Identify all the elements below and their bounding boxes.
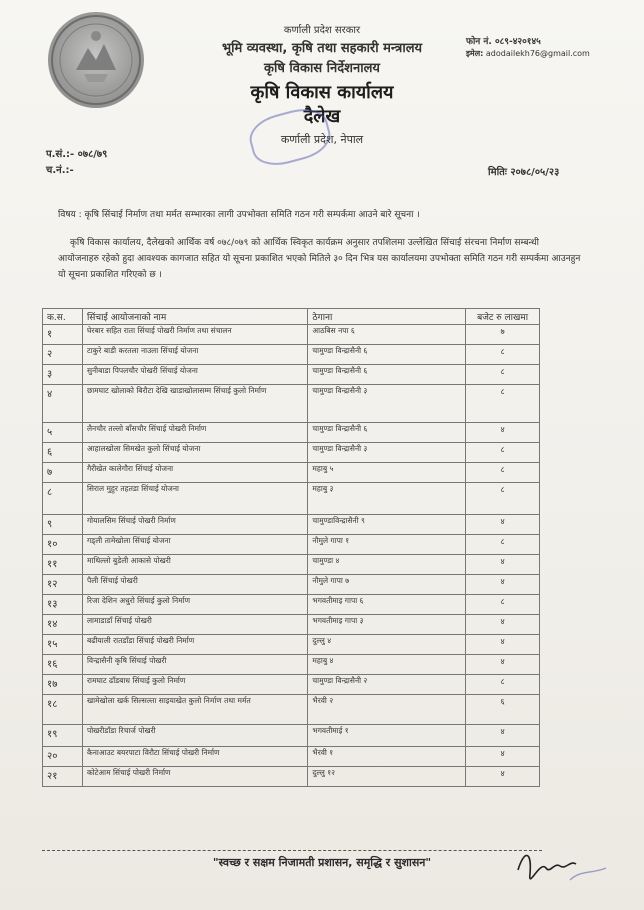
header-directorate: कृषि विकास निर्देशनालय	[264, 61, 380, 76]
table-row	[43, 483, 540, 515]
cell-loc: महाबु ४	[308, 655, 466, 675]
cell-name: रिजा देशिन अधुरो सिंचाई कुलो निर्माण	[82, 595, 307, 615]
cell-sn: ९	[43, 515, 83, 535]
cell-sn: ११	[43, 555, 83, 575]
cell-budget: ८	[466, 535, 540, 555]
cell-sn: ५	[43, 423, 83, 443]
cell-loc: भगवतीमाई १	[308, 725, 466, 747]
cell-sn: १४	[43, 615, 83, 635]
cell-sn: ४	[43, 385, 83, 423]
subject-line: विषय : कृषि सिंचाई निर्माण तथा मर्मत सम्भारका लागी उपभोक्ता समिति गठन गरी सम्पर्कमा आउने बारे सूचना ।	[58, 210, 420, 220]
cell-name: गोयालसिम सिंचाई पोखरी निर्माण	[82, 515, 307, 535]
cell-budget: ४	[466, 615, 540, 635]
cell-loc: चामुण्डा विन्द्रासैनी ६	[308, 345, 466, 365]
cell-sn: १३	[43, 595, 83, 615]
cell-budget: ४	[466, 423, 540, 443]
cell-budget: ६	[466, 695, 540, 725]
cell-budget: ७	[466, 325, 540, 345]
cell-name: छामघाट खोलाको बिरौटा देखि खाडाखोलासम्म सिंचाई कुलो निर्माण	[82, 385, 307, 423]
cell-name: आहालखोला सिमखेत कुलो सिंचाई योजना	[82, 443, 307, 463]
col-header-sn: क.स.	[43, 309, 83, 325]
footer-slogan: "स्वच्छ र सक्षम निजामती प्रशासन, समृद्धि र सुशासन"	[212, 856, 432, 869]
cell-loc: भैरवी १	[308, 747, 466, 767]
table-row	[43, 385, 540, 423]
table-row	[43, 747, 540, 767]
cell-budget: ८	[466, 443, 540, 463]
table-row	[43, 595, 540, 615]
cell-name: विन्द्रासैनी कृषि सिंचाई पोखरी	[82, 655, 307, 675]
table-row	[43, 345, 540, 365]
cell-name: गैरीखेत कालेगौरा सिंचाई योजना	[82, 463, 307, 483]
cell-loc: चामुण्डाविन्द्रासैनी ९	[308, 515, 466, 535]
cell-sn: २	[43, 345, 83, 365]
header-office: कृषि विकास कार्यालय	[250, 82, 394, 103]
cell-sn: १०	[43, 535, 83, 555]
col-header-name: सिंचाई आयोजनाको नाम	[82, 309, 307, 325]
cell-sn: १८	[43, 695, 83, 725]
table-row	[43, 655, 540, 675]
cell-loc: आठबिस नपा ६	[308, 325, 466, 345]
cell-name: सुनीबाडा पिपलचौर पोखरी सिंचाई योजना	[82, 365, 307, 385]
cell-name: पोखरीडाँडा रिचार्ज पोखरी	[82, 725, 307, 747]
cell-loc: दुल्लु ४	[308, 635, 466, 655]
header-province: कर्णाली प्रदेश, नेपाल	[280, 133, 364, 146]
cell-loc: चामुण्डा विन्द्रासैनी ६	[308, 365, 466, 385]
cell-loc: भगवतीमाइ गापा ३	[308, 615, 466, 635]
cell-budget: ४	[466, 725, 540, 747]
cell-loc: चामुण्डा विन्द्रासैनी ३	[308, 385, 466, 423]
cell-budget: ८	[466, 463, 540, 483]
cell-loc: महाबु ३	[308, 483, 466, 515]
cell-loc: दुल्लु १२	[308, 767, 466, 787]
cell-loc: चामुण्डा विन्द्रासैनी २	[308, 675, 466, 695]
signature-icon	[510, 840, 620, 900]
table-row	[43, 575, 540, 595]
cell-loc: नौमुले गापा ७	[308, 575, 466, 595]
table-row	[43, 615, 540, 635]
cell-sn: २१	[43, 767, 83, 787]
table-row	[43, 515, 540, 535]
cell-budget: ८	[466, 595, 540, 615]
table-row	[43, 725, 540, 747]
cell-sn: १६	[43, 655, 83, 675]
cell-loc: चामुण्डा विन्द्रासैनी ६	[308, 423, 466, 443]
cell-budget: ४	[466, 767, 540, 787]
email-label: इमेल:	[466, 49, 484, 58]
cell-loc: भगवतीमाइ गापा ६	[308, 595, 466, 615]
cell-name: लैनचौर तल्लो बाँसचौर सिंचाई पोखरी निर्माण	[82, 423, 307, 443]
table-row	[43, 463, 540, 483]
cell-name: माथिल्लो बुडेली आकासे पोखरी	[82, 555, 307, 575]
cell-sn: २०	[43, 747, 83, 767]
cell-sn: ३	[43, 365, 83, 385]
cell-sn: ६	[43, 443, 83, 463]
cell-sn: १५	[43, 635, 83, 655]
cell-sn: ८	[43, 483, 83, 515]
cell-budget: ८	[466, 675, 540, 695]
cell-loc: चामुण्डा ४	[308, 555, 466, 575]
table-row	[43, 535, 540, 555]
header-ministry: भूमि व्यवस्था, कृषि तथा सहकारी मन्त्रालय	[221, 41, 423, 56]
cell-loc: महाबु ५	[308, 463, 466, 483]
cell-loc: नौमुले गापा १	[308, 535, 466, 555]
phone-number: फोन नं. ०८९-४२०१४५	[466, 37, 541, 47]
email-line	[466, 48, 590, 59]
cell-budget: ४	[466, 555, 540, 575]
cell-name: कोटेआम सिंचाई पोखरी निर्माण	[82, 767, 307, 787]
cell-loc: भैरवी २	[308, 695, 466, 725]
cell-name: टाकुरे बाडी करतला नाउला सिंचाई योजना	[82, 345, 307, 365]
cell-sn: ७	[43, 463, 83, 483]
table-row	[43, 365, 540, 385]
projects-table	[42, 308, 540, 787]
table-header-row	[43, 309, 540, 325]
body-paragraph: कृषि विकास कार्यालय, दैलेखको आर्थिक वर्ष ०७८/०७९ को आर्थिक स्विकृत कार्यक्रम अनुसार तपशिलमा उल्लेखित सिंचाई संरचना निर्माण सम्बन्धी आयोजनाहरु रहेको हुदा आवश्यक कागजात सहित यो सूचना प्रकाशित भएको मितिले ३० दिन भित्र यस कार्यालयमा उपभोक्ता समिति गठन गरी सम्पर्कमा आउनहुन यो सूचना प्रकाशित गरिएको छ ।	[58, 238, 581, 280]
cell-sn: १	[43, 325, 83, 345]
table-row	[43, 695, 540, 725]
table-row	[43, 443, 540, 463]
table-row	[43, 555, 540, 575]
letter-date: मितिः २०७८/०५/२३	[488, 167, 560, 178]
cell-name: बढीयाली रातडाँडा सिंचाई पोखरी निर्माण	[82, 635, 307, 655]
header-district: दैलेख	[303, 106, 341, 127]
cell-name: कैनाआउट बयरपाटा विरौटा सिंचाई पोखरी निर्माण	[82, 747, 307, 767]
cell-budget: ८	[466, 365, 540, 385]
cell-name: घेरबार सहित राता सिंचाई पोखरी निर्माण तथा संचालन	[82, 325, 307, 345]
cell-loc: चामुण्डा विन्द्रासैनी ३	[308, 443, 466, 463]
cell-sn: १९	[43, 725, 83, 747]
table-row	[43, 767, 540, 787]
cell-budget: ४	[466, 635, 540, 655]
cell-sn: १७	[43, 675, 83, 695]
table-row	[43, 325, 540, 345]
cell-budget: ४	[466, 575, 540, 595]
col-header-location: ठेगाना	[308, 309, 466, 325]
cell-budget: ४	[466, 747, 540, 767]
dispatch-number: च.नं.:-	[46, 165, 74, 176]
table-row	[43, 675, 540, 695]
cell-budget: ८	[466, 345, 540, 365]
email-address: adodailekh76@gmail.com	[485, 49, 590, 58]
cell-name: गड्ली तामेखोला सिंचाई योजना	[82, 535, 307, 555]
letter-number: प.सं.:- ०७८/७९	[46, 149, 108, 160]
footer-divider	[42, 850, 542, 851]
cell-name: खामेखोला खर्क सिल्सल्ता साइयाखेत कुलो निर्माण तथा मर्मत	[82, 695, 307, 725]
cell-budget: ८	[466, 483, 540, 515]
cell-sn: १२	[43, 575, 83, 595]
header-government: कर्णाली प्रदेश सरकार	[283, 25, 361, 36]
cell-name: रामघाट ढाँडबाध सिंचाई कुलो निर्माण	[82, 675, 307, 695]
table-row	[43, 635, 540, 655]
col-header-budget: बजेट रु लाखमा	[466, 309, 540, 325]
cell-budget: ४	[466, 655, 540, 675]
cell-budget: ८	[466, 385, 540, 423]
table-row	[43, 423, 540, 443]
cell-name: पैली सिंचाई पोखरी	[82, 575, 307, 595]
cell-budget: ४	[466, 515, 540, 535]
cell-name: सिराल मुहुर तहतडा सिंचाई योजना	[82, 483, 307, 515]
cell-name: लामाडाडाँ सिंचाई पोखरी	[82, 615, 307, 635]
